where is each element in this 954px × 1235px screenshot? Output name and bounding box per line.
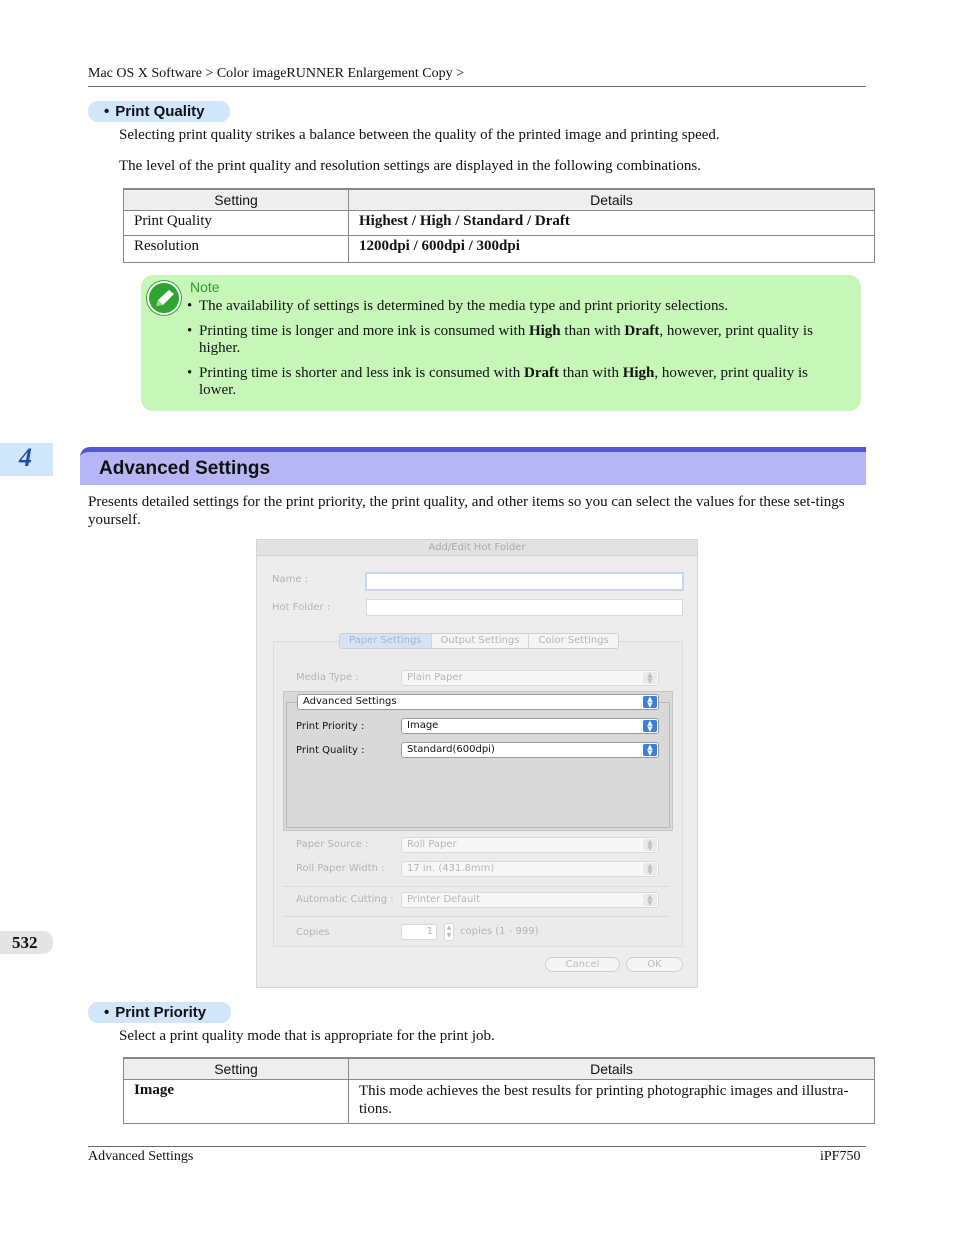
print-priority-para: Select a print quality mode that is appropriate for the print job.	[119, 1028, 495, 1044]
copies-input[interactable]: 1	[401, 924, 437, 940]
print-priority-select[interactable]: Image ▲ ▼	[401, 718, 659, 734]
roll-width-select[interactable]: 17 in. (431.8mm) ▲ ▼	[401, 861, 659, 877]
section-heading-bar	[80, 447, 866, 485]
separator	[283, 916, 669, 917]
table-row	[124, 1079, 875, 1123]
print-priority-table	[123, 1057, 875, 1124]
print-quality-select[interactable]: Standard(600dpi) ▲ ▼	[401, 742, 659, 758]
print-quality-label: Print Quality :	[296, 745, 365, 756]
updown-arrow-icon: ▲ ▼	[643, 696, 657, 708]
hot-folder-input[interactable]	[366, 599, 683, 616]
media-type-label: Media Type :	[296, 672, 359, 683]
cancel-button[interactable]: Cancel	[545, 957, 620, 972]
pencil-icon	[147, 281, 181, 315]
note-item: • Printing time is longer and more ink is consumed with High than with Draft, however, print quality is higher.	[187, 323, 847, 357]
ok-button[interactable]: OK	[626, 957, 683, 972]
tab-color-settings[interactable]: Color Settings	[538, 635, 609, 646]
note-list	[187, 298, 847, 407]
table-cell-setting: Resolution	[124, 235, 349, 262]
print-quality-heading: • Print Quality	[88, 101, 230, 122]
print-quality-para1: Selecting print quality strikes a balance between the quality of the printed image and printing speed.	[119, 127, 720, 143]
advanced-para: Presents detailed settings for the print priority, the print quality, and other items so you can select the values for these set-tings yourself.	[88, 494, 845, 528]
hot-folder-dialog	[256, 539, 698, 988]
settings-tabs	[339, 633, 619, 649]
table-row	[124, 235, 875, 262]
print-quality-table	[123, 188, 875, 263]
copies-stepper[interactable]: ▲ ▼	[444, 923, 454, 941]
note-item: • The availability of settings is determined by the media type and print priority selections.	[187, 298, 847, 315]
note-title: Note	[190, 279, 220, 295]
print-priority-heading: • Print Priority	[88, 1002, 231, 1023]
name-input[interactable]	[365, 572, 684, 591]
table-cell-details: Highest / High / Standard / Draft	[349, 210, 875, 235]
updown-arrow-icon: ▲ ▼	[643, 720, 657, 732]
copies-range: copies (1 - 999)	[460, 926, 539, 937]
table-row	[124, 210, 875, 235]
updown-arrow-icon: ▲ ▼	[643, 672, 657, 684]
copies-label: Copies	[296, 927, 330, 938]
hot-folder-label: Hot Folder :	[272, 602, 331, 613]
updown-arrow-icon: ▲ ▼	[643, 894, 657, 906]
page-number: 532	[0, 931, 53, 954]
paper-source-select[interactable]: Roll Paper ▲ ▼	[401, 837, 659, 853]
table-cell-details: This mode achieves the best results for printing photographic images and illustra-tions.	[349, 1079, 875, 1123]
paper-source-label: Paper Source :	[296, 839, 369, 850]
note-box	[141, 275, 861, 411]
tab-paper-settings[interactable]: Paper Settings	[340, 634, 432, 648]
auto-cut-select[interactable]: Printer Default ▲ ▼	[401, 892, 659, 908]
col-details-header: Details	[349, 189, 875, 210]
col-setting-header: Setting	[124, 1058, 349, 1079]
tab-output-settings[interactable]: Output Settings	[432, 634, 530, 648]
auto-cut-label: Automatic Cutting :	[296, 894, 394, 905]
roll-width-label: Roll Paper Width :	[296, 863, 385, 874]
col-setting-header: Setting	[124, 189, 349, 210]
media-type-select[interactable]: Plain Paper ▲ ▼	[401, 670, 659, 686]
table-cell-details: 1200dpi / 600dpi / 300dpi	[349, 235, 875, 262]
dialog-title: Add/Edit Hot Folder	[257, 540, 697, 556]
name-label: Name :	[272, 574, 309, 585]
updown-arrow-icon: ▲ ▼	[643, 744, 657, 756]
footer-rule	[88, 1146, 866, 1147]
print-quality-para2: The level of the print quality and resolution settings are displayed in the following combinations.	[119, 158, 701, 174]
advanced-settings-select[interactable]: Advanced Settings ▲ ▼	[297, 694, 659, 710]
footer-model-name: iPF750	[820, 1149, 861, 1164]
chapter-tab: 4	[0, 443, 53, 476]
header-rule	[88, 86, 866, 87]
separator	[283, 886, 669, 887]
breadcrumb: Mac OS X Software > Color imageRUNNER Enlargement Copy >	[88, 66, 464, 81]
note-item: • Printing time is shorter and less ink is consumed with Draft than with High, however, print quality is lower.	[187, 365, 847, 399]
footer-section-name: Advanced Settings	[88, 1149, 194, 1164]
table-cell-setting: Print Quality	[124, 210, 349, 235]
updown-arrow-icon: ▲ ▼	[643, 839, 657, 851]
col-details-header: Details	[349, 1058, 875, 1079]
print-priority-label: Print Priority :	[296, 721, 365, 732]
advanced-settings-group	[283, 691, 673, 831]
table-cell-setting: Image	[124, 1079, 349, 1123]
section-heading: Advanced Settings	[99, 458, 271, 479]
updown-arrow-icon: ▲ ▼	[643, 863, 657, 875]
